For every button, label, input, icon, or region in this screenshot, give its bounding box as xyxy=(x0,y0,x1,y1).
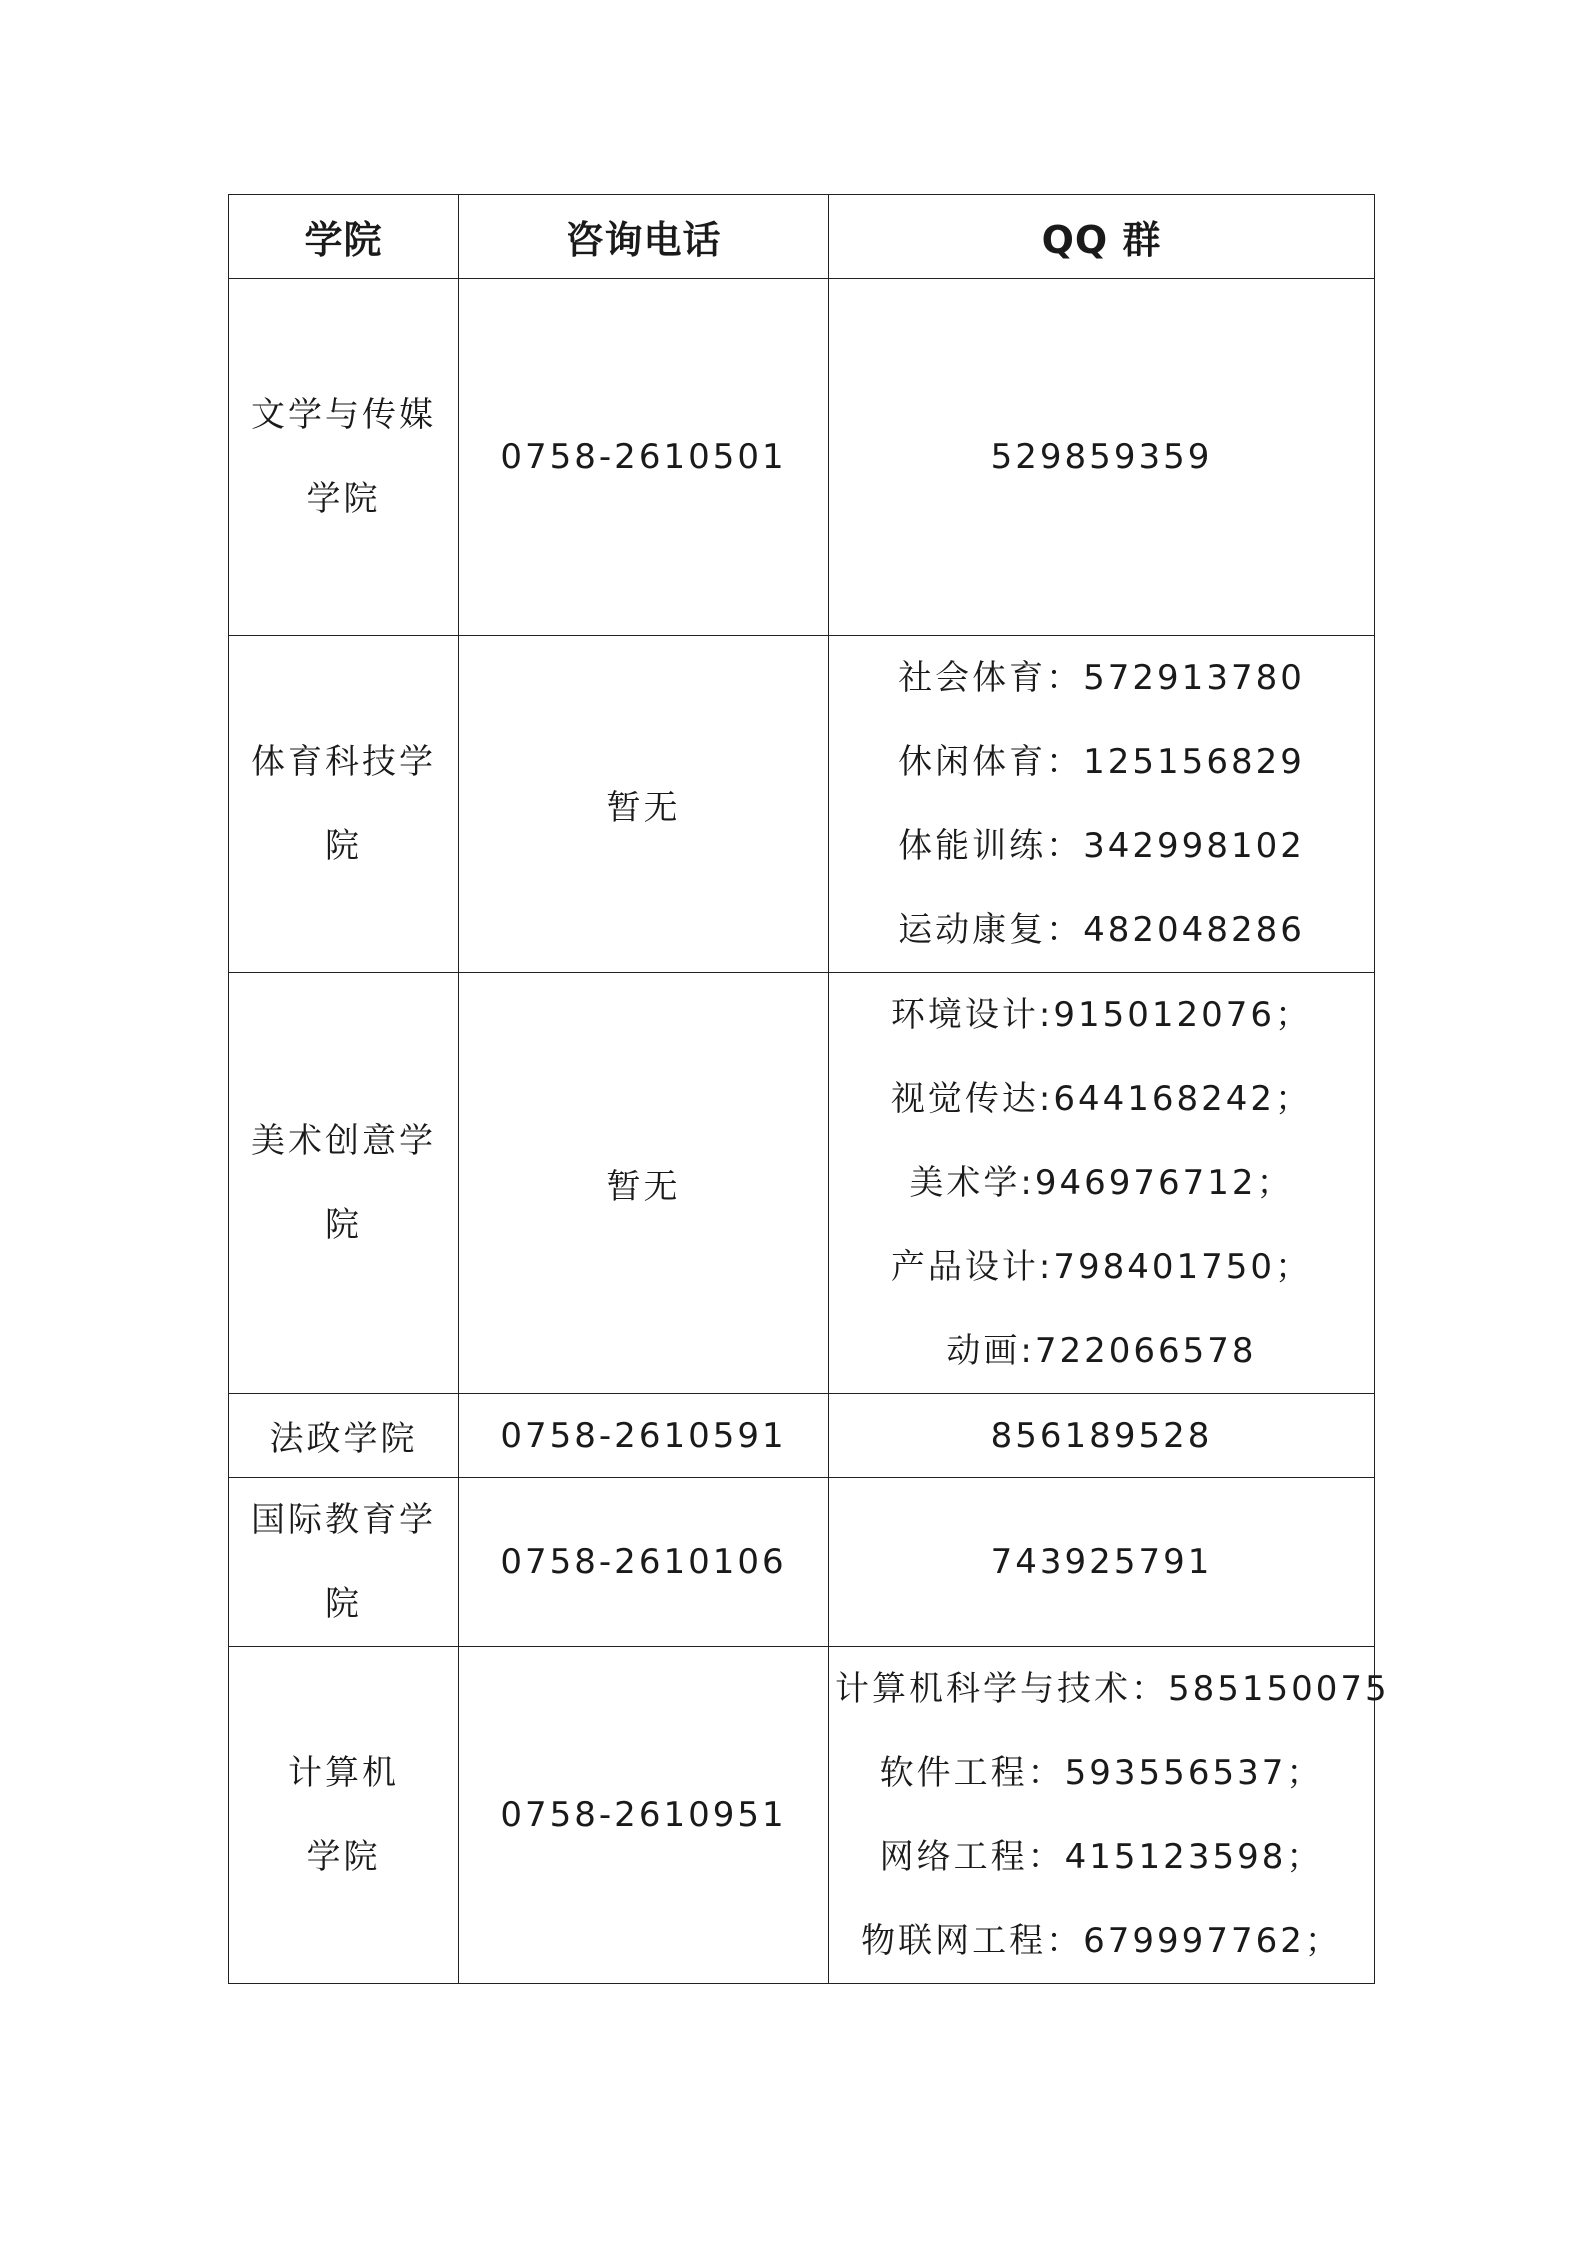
qq-group-line: 社会体育：572913780 xyxy=(898,658,1305,698)
header-phone: 咨询电话 xyxy=(459,195,829,279)
college-cell xyxy=(229,973,459,1394)
college-contact-table xyxy=(228,194,1390,1984)
table-row xyxy=(229,1478,1375,1647)
phone-cell: 0758-2610591 xyxy=(459,1394,829,1478)
college-name-line: 文学与传媒 xyxy=(251,395,436,435)
college-cell xyxy=(229,279,459,636)
header-qq: QQ 群 xyxy=(829,195,1375,279)
phone-cell: 0758-2610501 xyxy=(459,279,829,636)
college-name-line: 国际教育学 xyxy=(251,1500,436,1540)
college-name-line: 学院 xyxy=(306,479,381,519)
table-row xyxy=(229,1647,1375,1984)
table-row xyxy=(229,1394,1375,1478)
table-row xyxy=(229,636,1375,973)
qq-group-line: 物联网工程：679997762； xyxy=(861,1921,1342,1961)
qq-cell: 529859359 xyxy=(829,279,1375,636)
qq-cell xyxy=(829,1647,1390,1984)
college-name-line: 院 xyxy=(325,1584,362,1624)
table-row xyxy=(229,279,1375,636)
college-cell xyxy=(229,636,459,973)
table-row xyxy=(229,973,1375,1394)
qq-group-line: 产品设计:798401750； xyxy=(890,1247,1313,1287)
phone-cell: 暂无 xyxy=(459,973,829,1394)
qq-group-line: 美术学:946976712； xyxy=(909,1163,1294,1203)
qq-cell: 856189528 xyxy=(829,1394,1375,1478)
qq-group-line: 软件工程：593556537； xyxy=(879,1753,1324,1793)
qq-group-line: 网络工程：415123598； xyxy=(879,1837,1324,1877)
college-name-line: 计算机 xyxy=(288,1753,399,1793)
college-name-line: 美术创意学 xyxy=(251,1121,436,1161)
college-name-line: 学院 xyxy=(306,1837,381,1877)
header-row xyxy=(229,195,1375,279)
qq-group-line: 体能训练：342998102 xyxy=(898,826,1305,866)
qq-group-line: 环境设计:915012076； xyxy=(890,995,1313,1035)
college-cell xyxy=(229,1647,459,1984)
header-college: 学院 xyxy=(229,195,459,279)
college-cell: 法政学院 xyxy=(229,1394,459,1478)
qq-group-line: 计算机科学与技术：585150075 xyxy=(835,1669,1390,1709)
qq-group-line: 视觉传达:644168242； xyxy=(890,1079,1313,1119)
college-name-line: 院 xyxy=(325,826,362,866)
college-cell xyxy=(229,1478,459,1647)
qq-cell xyxy=(829,636,1375,973)
qq-cell: 743925791 xyxy=(829,1478,1375,1647)
college-name-line: 院 xyxy=(325,1205,362,1245)
qq-group-line: 休闲体育：125156829 xyxy=(898,742,1305,782)
college-name-line: 体育科技学 xyxy=(251,742,436,782)
phone-cell: 0758-2610951 xyxy=(459,1647,829,1984)
qq-cell xyxy=(829,973,1375,1394)
phone-cell: 0758-2610106 xyxy=(459,1478,829,1647)
phone-cell: 暂无 xyxy=(459,636,829,973)
qq-group-line: 运动康复：482048286 xyxy=(898,910,1305,950)
qq-group-line: 动画:722066578 xyxy=(946,1331,1257,1371)
